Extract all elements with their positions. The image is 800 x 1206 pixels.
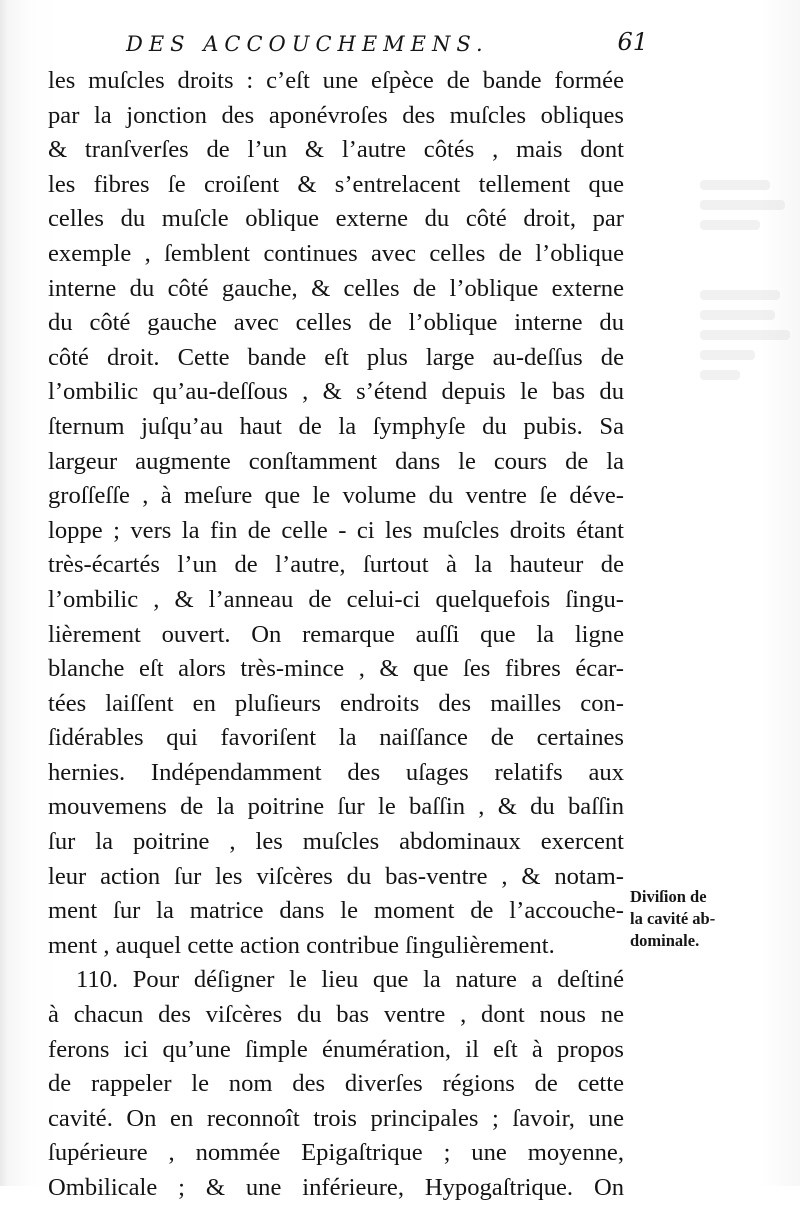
margin-note-line: Diviſion de bbox=[630, 887, 707, 906]
paragraph-start-line: 110. Pour déſigner le lieu que la nature a deſtiné bbox=[76, 966, 624, 994]
text-line: l’ombilic , & l’anneau de celui-ci quelquefois ſingu- bbox=[48, 585, 624, 613]
text-line: lièrement ouvert. On remarque auſſi que la ligne bbox=[48, 620, 624, 648]
text-line: les muſcles droits : c’eſt une eſpèce de bande formée bbox=[48, 67, 624, 94]
text-line: du côté gauche avec celles de l’oblique interne du bbox=[48, 309, 624, 337]
text-line: cavité. On en reconnoît trois principales ; ſavoir, une bbox=[48, 1104, 624, 1132]
text-line: par la jonction des aponévroſes des muſcles obliques bbox=[48, 101, 624, 129]
margin-note bbox=[630, 886, 795, 952]
text-line: blanche eſt alors très-mince , & que ſes fibres écar- bbox=[48, 655, 624, 683]
text-line: ment ſur la matrice dans le moment de l’accouche- bbox=[48, 897, 624, 925]
body-text bbox=[48, 64, 624, 1206]
text-line: largeur augmente conſtamment dans le cours de la bbox=[48, 447, 624, 475]
text-line: ſupérieure , nommée Epigaſtrique ; une moyenne, bbox=[48, 1139, 624, 1167]
text-line: les fibres ſe croiſent & s’entrelacent tellement que bbox=[48, 170, 624, 198]
margin-note-line: la cavité ab- bbox=[630, 909, 716, 928]
text-line: exemple , ſemblent continues avec celles de l’oblique bbox=[48, 239, 624, 267]
text-line: hernies. Indépendamment des uſages relatifs aux bbox=[48, 758, 624, 786]
text-line: à chacun des viſcères du bas ventre , dont nous ne bbox=[48, 1001, 624, 1029]
show-through-margin-text bbox=[700, 170, 800, 470]
text-line: tées laiſſent en pluſieurs endroits des mailles con- bbox=[48, 689, 624, 717]
running-head bbox=[40, 28, 660, 68]
text-line: ſur la poitrine , les muſcles abdominaux exercent bbox=[48, 828, 624, 856]
text-line: mouvemens de la poitrine ſur le baſſin , & du baſſin bbox=[48, 793, 624, 821]
text-line: ferons ici qu’une ſimple énumération, il eſt à propos bbox=[48, 1035, 624, 1063]
text-line: groſſeſſe , à meſure que le volume du ventre ſe déve- bbox=[48, 482, 624, 510]
text-line: côté droit. Cette bande eſt plus large au-deſſus de bbox=[48, 343, 624, 371]
text-line: & tranſverſes de l’un & l’autre côtés , mais dont bbox=[48, 136, 624, 164]
text-line: très-écartés l’un de l’autre, ſurtout à la hauteur de bbox=[48, 551, 624, 579]
text-line: ſidérables qui favoriſent la naiſſance de certaines bbox=[48, 724, 624, 752]
running-title: DES ACCOUCHEMENS. bbox=[126, 32, 489, 56]
text-line: celles du muſcle oblique externe du côté droit, par bbox=[48, 205, 624, 233]
paragraph-end-line: ment , auquel cette action contribue ſingulièrement. bbox=[48, 931, 555, 959]
text-line: de rappeler le nom des diverſes régions de cette bbox=[48, 1070, 624, 1098]
text-line: interne du côté gauche, & celles de l’oblique externe bbox=[48, 274, 624, 302]
text-line: ſternum juſqu’au haut de la ſymphyſe du pubis. Sa bbox=[48, 412, 624, 440]
text-line: Ombilicale ; & une inférieure, Hypogaſtrique. On bbox=[48, 1174, 624, 1201]
text-line: loppe ; vers la fin de celle - ci les muſcles droits étant bbox=[48, 516, 624, 544]
page-number: 61 bbox=[617, 28, 648, 56]
text-line: leur action ſur les viſcères du bas-ventre , & notam- bbox=[48, 862, 624, 890]
margin-note-line: dominale. bbox=[630, 931, 700, 950]
text-line: l’ombilic qu’au-deſſous , & s’étend depuis le bas du bbox=[48, 378, 624, 406]
